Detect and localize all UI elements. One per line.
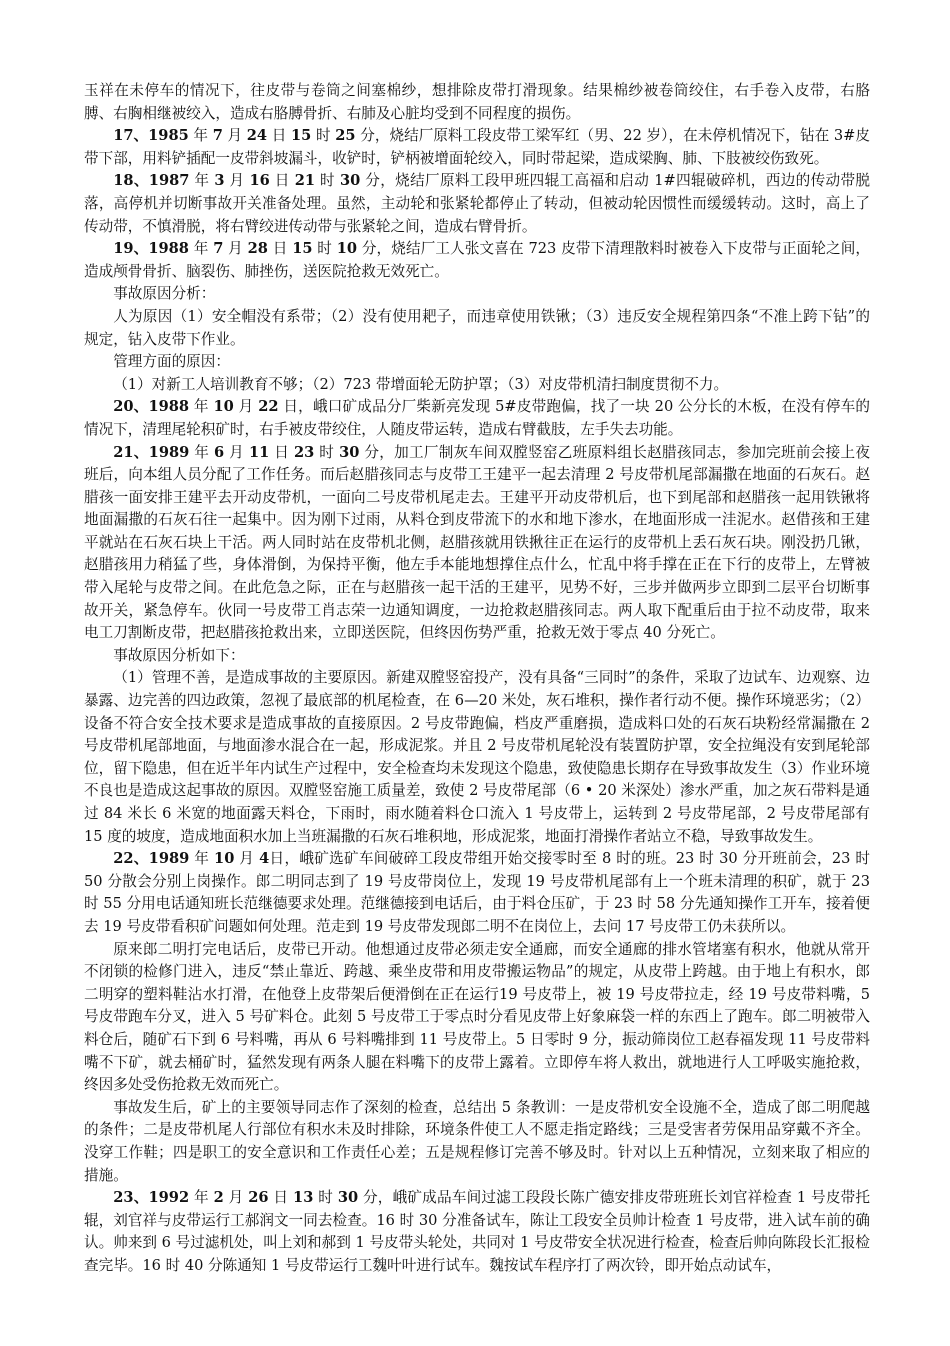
text-run: 分，烧结厂原料工段皮带工梁军红（男、22 岁），在未停机情况下，钻在 3#皮带下部，用料铲插配一皮带斜坡漏斗，收铲时，铲柄被增面轮绞入，同时带起梁，造成梁胸、肺、下肢被绞伤致死。 xyxy=(84,127,870,167)
text-run: 月 xyxy=(222,127,247,145)
paragraph-p11 xyxy=(84,667,870,848)
text-run: 时 xyxy=(313,1189,338,1207)
bold-run: 16 xyxy=(249,172,270,190)
text-run: 分，烧结厂工人张文喜在 723 皮带下清理散料时被卷入下皮带与正面轮之间，造成颅骨骨折、脑裂伤、肺挫伤，送医院抢救无效死亡。 xyxy=(84,240,871,280)
bold-run: 18、1987 xyxy=(113,172,190,190)
text-run: 月 xyxy=(234,850,260,868)
text-run: 日，峨矿选矿车间破碎工段皮带组开始交接零时至 8 时的班。23 时 30 分开班前会，23 时 50 分散会分别上岗操作。郎二明同志到了 19 号皮带岗位上，发现 19 号皮带机尾部有上一个班未清理的积矿，就于 23 时 55 分用电话通知班长范继德要求处理。范继德接到电话后，由于料仓压矿，于 23 时 58 分先通知操作工开车，接着便去 19 号皮带看积矿问题如何处理。范走到 19 号皮带发现郎二明不在岗位上，去问 17 号皮带工仍未获所以。 xyxy=(84,850,870,935)
text-run: 原来郎二明打完电话后，皮带已开动。他想通过皮带必须走安全通廊，而安全通廊的排水管堵塞有积水，他就从常开不闭锁的检修门进入，违反“禁止靠近、跨越、乘坐皮带和用皮带搬运物品”的规定，从皮带上跨越。由于地上有积水，郎二明穿的塑料鞋沾水打滑，在他登上皮带架后便滑倒在正在运行19 号皮带上，被 19 号皮带拉走，经 19 号皮带料嘴，5 号皮带跑车分叉，进入 5 号矿料仓。此刻 5 号皮带工于零点时分看见皮带上好象麻袋一样的东西上了跑车。郎二明被带入料仓后，随矿石下到 6 号料嘴，再从 6 号料嘴排到 11 号皮带上。5 日零时 9 分，振动筛岗位工赵春福发现 11 号皮带料嘴不下矿，就去桶矿时，猛然发现有两条人腿在料嘴下的皮带上露着。立即停车将人救出，就地进行人工呼吸实施抢救，终因多处受伤抢救无效而死亡。 xyxy=(84,940,870,1094)
bold-run: 15 xyxy=(291,127,312,145)
bold-run: 3 xyxy=(214,172,225,190)
bold-run: 19、1988 xyxy=(113,240,189,258)
bold-run: 28 xyxy=(247,240,268,258)
text-run: 日 xyxy=(269,172,295,190)
bold-run: 17、1985 xyxy=(113,127,189,145)
text-run: 玉祥在未停车的情况下，往皮带与卷筒之间塞棉纱，想排除皮带打滑现象。结果棉纱被卷筒绞住，右手卷入皮带，右胳膊、右胸相继被绞入，造成右胳膊骨折、右肺及心脏均受到不同程度的损伤。 xyxy=(84,82,870,122)
text-run: 月 xyxy=(224,443,249,461)
text-run: 日 xyxy=(269,443,295,461)
text-run: 年 xyxy=(189,443,215,461)
bold-run: 10 xyxy=(214,850,235,868)
bold-run: 15 xyxy=(292,240,313,258)
text-run: 年 xyxy=(189,172,215,190)
text-run: 年 xyxy=(189,850,215,868)
text-run: 日 xyxy=(267,127,292,145)
text-run: 月 xyxy=(223,1189,249,1207)
paragraph-p5 xyxy=(84,306,870,351)
paragraph-p3 xyxy=(84,238,870,283)
paragraph-p2 xyxy=(84,170,870,238)
bold-run: 21、1989 xyxy=(113,443,190,461)
bold-run: 22 xyxy=(258,398,279,416)
text-run: 人为原因（1）安全帽没有系带；（2）没有使用耙子，而违章使用铁锹；（3）违反安全规程第四条“不准上跨下钻”的规定，钻入皮带下作业。 xyxy=(84,307,870,348)
text-run: （1）对新工人培训教育不够；（2）723 带增面轮无防护罩；（3）对皮带机清扫制度贯彻不力。 xyxy=(113,375,729,393)
paragraph-p9 xyxy=(84,442,870,645)
bold-run: 7 xyxy=(213,240,224,258)
text-run: 年 xyxy=(189,398,214,416)
bold-run: 30 xyxy=(337,1189,359,1207)
paragraph-p14 xyxy=(84,1097,870,1187)
bold-run: 30 xyxy=(339,172,361,190)
paragraph-p15 xyxy=(84,1187,870,1277)
bold-run: 25 xyxy=(335,127,356,145)
text-run: 时 xyxy=(312,240,337,258)
text-run: 月 xyxy=(224,172,250,190)
text-run: 事故原因分析如下： xyxy=(113,646,245,664)
text-run: 分，烧结厂原料工段甲班四辊工高福和启动 1#四辊破碎机，西边的传动带脱落，高停机并切断事故开关准备处理。虽然，主动轮和张紧轮都停止了转动，但被动轮因惯性而缓缓转动。这时，高上了传动带，不慎滑脱，将右臂绞进传动带与张紧轮之间，造成右臂骨折。 xyxy=(84,172,871,235)
bold-run: 11 xyxy=(248,443,270,461)
bold-run: 30 xyxy=(339,443,360,461)
text-run: 年 xyxy=(189,1189,214,1207)
paragraph-p1 xyxy=(84,125,870,170)
bold-run: 10 xyxy=(213,398,234,416)
bold-run: 22、1989 xyxy=(113,850,190,868)
text-run: 日 xyxy=(267,240,293,258)
bold-run: 7 xyxy=(212,127,223,145)
text-run: 分，峨矿成品车间过滤工段段长陈广德安排皮带班班长刘官祥检查 1 号皮带托辊，刘官祥与皮带运行工郝润文一同去检查。16 时 30 分准备试车，陈让工段安全员帅计检查 1 号皮带，进入试车前的确认。帅来到 6 号过滤机处，叫上刘和郝到 1 号皮带头轮处，共同对 1 号皮带安全状况进行检查，检查后帅向陈段长汇报检查完毕。16 时 40 分陈通知 1 号皮带运行工魏叶叶进行试车。魏按试车程序打了两次铃，即开始点动试车， xyxy=(84,1189,871,1274)
text-run: 时 xyxy=(315,172,340,190)
bold-run: 23、1992 xyxy=(113,1189,190,1207)
paragraph-p12 xyxy=(84,848,870,938)
bold-run: 24 xyxy=(246,127,268,145)
paragraph-p0 xyxy=(84,80,870,125)
text-run: 分，加工厂制灰车间双膛竖窑乙班原料组长赵腊孩同志，参加完班前会接上夜班后，向本组人员分配了工作任务。而后赵腊孩同志与皮带工王建平一起去清理 2 号皮带机尾部漏撒在地面的石灰石。赵腊孩一面安排王建平去开动皮带机，一面向二号皮带机尾走去。王建平开动皮带机后，也下到尾部和赵腊孩一起用铁锹将地面漏撒的石灰石往一起集中。因为刚下过雨，从料仓到皮带流下的水和地下渗水，在地面形成一洼泥水。赵借孩和王建平就站在石灰石块上干活。两人同时站在皮带机北侧，赵腊孩就用铁揪往正在运行的皮带机上丢石灰石块。刚没扔几锹，赵腊孩用力稍猛了些，身体滑倒，为保持平衡，他左手本能地想撑住点什么，忙乱中将手撑在正在下行的皮带上，左臂被带入尾轮与皮带之间。在此危急之际，正在与赵腊孩一起干活的王建平，见势不好，三步并做两步立即到二层平台切断事故开关，紧急停车。伙同一号皮带工肖志荣一边通知调度，一边抢救赵腊孩同志。两人取下配重后由于拉不动皮带，取来电工刀割断皮带，把赵腊孩抢救出来，立即送医院，但终因伤势严重，抢救无效于零点 40 分死亡。 xyxy=(84,443,871,642)
bold-run: 20、1988 xyxy=(113,398,190,416)
text-run: 日，峨口矿成品分厂柴新亮发现 5#皮带跑偏，找了一块 20 公分长的木板，在没有停车的情况下，清理尾轮积矿时，右手被皮带绞住，人随皮带运转，造成右臂截肢，左手失去功能。 xyxy=(84,398,870,438)
text-run: 日 xyxy=(268,1189,294,1207)
text-run: 事故发生后，矿上的主要领导同志作了深刻的检查，总结出 5 条教训：一是皮带机安全设施不全，造成了郎二明爬越的条件；二是皮带机尾人行部位有积水未及时排除，环境条件使工人不愿走指定路线；三是受害者劳保用品穿戴不齐全。没穿工作鞋；四是职工的安全意识和工作责任心差；五是规程修订完善不够及时。针对以上五种情况，立刻来取了相应的措施。 xyxy=(84,1098,870,1184)
paragraph-p8 xyxy=(84,396,870,441)
bold-run: 6 xyxy=(214,443,225,461)
paragraph-p4 xyxy=(84,283,870,306)
bold-run: 13 xyxy=(293,1189,314,1207)
paragraph-p6 xyxy=(84,351,870,374)
bold-run: 26 xyxy=(248,1189,269,1207)
text-run: 事故原因分析： xyxy=(113,285,216,303)
document-body xyxy=(84,80,870,1277)
paragraph-p7 xyxy=(84,374,870,397)
text-run: 管理方面的原因： xyxy=(113,353,230,371)
text-run: （1）管理不善，是造成事故的主要原因。新建双膛竖窑投产，没有具备“三同时”的条件，采取了边试车、边观察、边暴露、边完善的四边政策，忽视了最底部的机尾检查，在 6—20 米处，灰石堆积，操作者行动不便。操作环境恶劣；（2）设备不符合安全技术要求是造成事故的直接原因。2 号皮带跑偏，档皮严重磨损，造成料口处的石灰石块粉经常漏撒在 2 号皮带机尾部地面，与地面渗水混合在一起，形成泥浆。并且 2 号皮带机尾轮没有装置防护罩，安全拉绳没有安到尾轮部位，留下隐患，但在近半年内试生产过程中，安全检查均未发现这个隐患，致使隐患长期存在导致事故发生（3）作业环境不良也是造成这起事故的原因。双膛竖窑施工质量差，致使 2 号皮带尾部（6 • 20 米深处）渗水严重，加之灰石带料是通过 84 米长 6 米宽的地面露天料仓，下雨时，雨水随着料仓口流入 1 号皮带上，运转到 2 号皮带尾部，2 号皮带尾部有 15 度的坡度，造成地面积水加上当班漏撒的石灰石堆积地，形成泥浆，地面打滑操作者站立不稳，导致事故发生。 xyxy=(84,669,870,845)
paragraph-p10 xyxy=(84,645,870,668)
bold-run: 4 xyxy=(259,850,270,868)
text-run: 年 xyxy=(188,127,213,145)
text-run: 时 xyxy=(314,443,340,461)
bold-run: 23 xyxy=(294,443,315,461)
bold-run: 2 xyxy=(213,1189,224,1207)
bold-run: 21 xyxy=(294,172,316,190)
text-run: 月 xyxy=(233,398,259,416)
text-run: 年 xyxy=(188,240,214,258)
bold-run: 10 xyxy=(336,240,358,258)
paragraph-p13 xyxy=(84,939,870,1097)
text-run: 时 xyxy=(311,127,336,145)
text-run: 月 xyxy=(223,240,248,258)
